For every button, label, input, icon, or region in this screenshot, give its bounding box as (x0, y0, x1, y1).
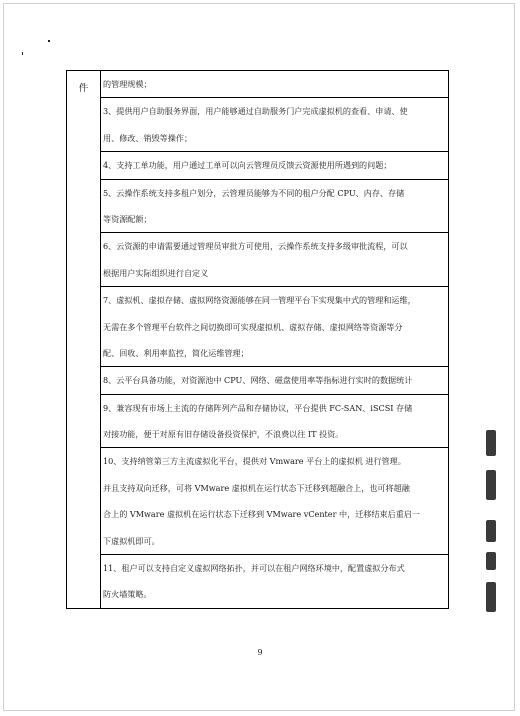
scan-speck (48, 40, 50, 42)
table-row (67, 98, 449, 152)
item-line: 3、提供用户自助服务界面，用户能够通过自助服务门户完成虚拟机的查看、申请、使 (103, 106, 408, 117)
item-line: 4、支持工单功能，用户通过工单可以向云管理员反馈云资源使用所遇到的问题； (103, 160, 392, 171)
table-row (67, 287, 449, 367)
table-row (67, 367, 449, 394)
scan-artifact (486, 470, 496, 500)
table-row (67, 394, 449, 448)
requirement-item (101, 71, 449, 98)
item-line: 下虚拟机即可。 (103, 535, 160, 546)
scan-artifact (486, 552, 496, 570)
row-label: 件 (67, 71, 101, 609)
requirement-item (101, 287, 449, 367)
requirement-item (101, 394, 449, 448)
requirement-item (101, 367, 449, 394)
table-row (67, 71, 449, 98)
item-line: 无需在多个管理平台软件之间切换即可实现虚拟机、虚拟存储、虚拟网络等资源等分 (103, 321, 403, 332)
scan-artifact (486, 430, 496, 456)
item-line: 8、云平台具备功能，对资源池中 CPU、网络、磁盘使用率等指标进行实时的数据统计 (103, 375, 413, 386)
requirement-item (101, 152, 449, 179)
item-line: 5、云操作系统支持多租户划分，云管理员能够为不同的租户分配 CPU、内存、存储 (103, 187, 405, 198)
item-line: 对接功能，便于对原有旧存储设备投资保护，不浪费以往 IT 投资。 (103, 429, 344, 440)
item-line: 等资源配额； (103, 213, 152, 224)
scan-artifact (486, 582, 496, 612)
table-row (67, 152, 449, 179)
item-line: 根据用户实际组织进行自定义 (103, 267, 209, 278)
item-line: 9、兼容现有市场上主流的存储阵列产品和存储协议，平台提供 FC-SAN、iSCSI 存储 (103, 402, 413, 413)
table-row (67, 179, 449, 233)
requirement-item (101, 179, 449, 233)
item-line: 防火墙策略。 (103, 589, 152, 600)
requirement-item (101, 555, 449, 609)
requirements-table (66, 70, 449, 609)
item-line: 11、租户可以支持自定义虚拟网络拓扑，并可以在租户网络环境中，配置虚拟分布式 (103, 563, 405, 574)
requirement-item (101, 448, 449, 555)
table-row (67, 233, 449, 287)
table-row (67, 555, 449, 609)
item-line: 6、云资源的申请需要通过管理员审批方可使用，云操作系统支持多级审批流程，可以 (103, 241, 408, 252)
item-line: 用、修改、销毁等操作； (103, 132, 193, 143)
item-line: 合上的 VMware 虚拟机在运行状态下迁移到 VMware vCenter 中，迁移结束后重启一 (103, 509, 420, 520)
scan-speck (22, 52, 23, 55)
requirement-item (101, 233, 449, 287)
item-line: 7、虚拟机、虚拟存储、虚拟网络资源能够在同一管理平台下实现集中式的管理和运维， (103, 295, 416, 306)
item-line: 10、支持纳管第三方主流虚拟化平台，提供对 Vmware 平台上的虚拟机 进行管理。 (103, 456, 406, 467)
requirement-item (101, 98, 449, 152)
page-number: 9 (257, 648, 263, 657)
table-row (67, 448, 449, 555)
item-line: 配、回收、利用率监控，简化运维管理； (103, 347, 249, 358)
item-line: 并且支持双向迁移，可将 VMware 虚拟机在运行状态下迁移到超融合上，也可将超融 (103, 482, 410, 493)
scan-artifact (486, 520, 496, 542)
item-line: 的管理规模； (103, 79, 152, 89)
